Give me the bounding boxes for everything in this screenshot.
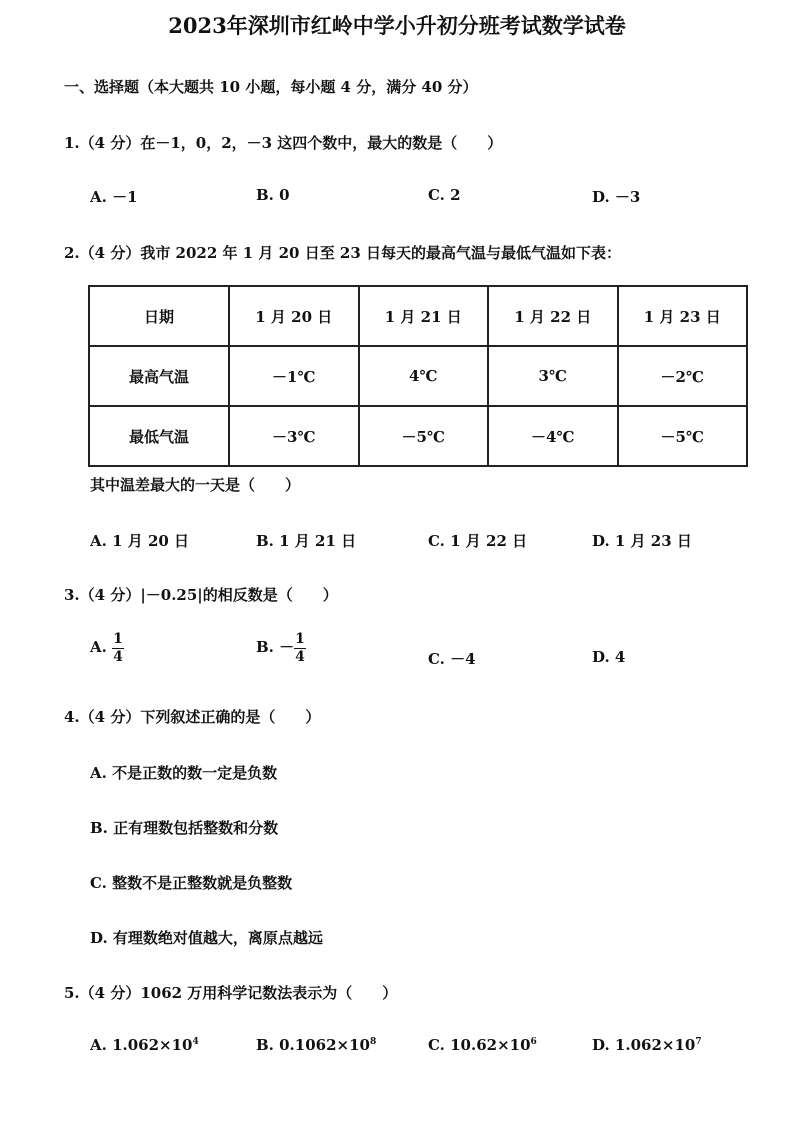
question-3-stem: 3.（4 分）|－0.25|的相反数是（ ） bbox=[64, 586, 338, 604]
q2-option-a: A. 1 月 20 日 bbox=[90, 532, 190, 550]
table-cell: 3℃ bbox=[488, 346, 618, 406]
q1-option-a: A. －1 bbox=[90, 188, 138, 206]
q1-option-b: B. 0 bbox=[256, 186, 290, 204]
q4-option-c: C. 整数不是正整数就是负整数 bbox=[90, 874, 293, 892]
exponent: 8 bbox=[369, 1037, 377, 1047]
temperature-table bbox=[88, 285, 748, 467]
q2-option-b: B. 1 月 21 日 bbox=[256, 532, 357, 550]
option-letter: B. bbox=[256, 638, 274, 657]
question-1-stem: 1.（4 分）在－1，0，2，－3 这四个数中，最大的数是（ ） bbox=[64, 134, 503, 152]
q3-option-a bbox=[90, 632, 124, 664]
table-cell: 日期 bbox=[89, 286, 229, 346]
q4-option-d: D. 有理数绝对值越大，离原点越远 bbox=[90, 929, 323, 947]
table-cell: 最高气温 bbox=[89, 346, 229, 406]
page-title: 2023年深圳市红岭中学小升初分班考试数学试卷 bbox=[168, 13, 626, 38]
q3-option-d: D. 4 bbox=[592, 648, 626, 666]
table-cell: 4℃ bbox=[359, 346, 489, 406]
table-cell: －3℃ bbox=[229, 406, 359, 466]
fraction-denominator: 4 bbox=[113, 648, 123, 665]
option-letter: A. bbox=[90, 638, 107, 657]
table-cell: －4℃ bbox=[488, 406, 618, 466]
fraction bbox=[294, 632, 306, 664]
q2-option-c: C. 1 月 22 日 bbox=[428, 532, 528, 550]
q5-option-c bbox=[428, 1036, 537, 1054]
question-4-stem: 4.（4 分）下列叙述正确的是（ ） bbox=[64, 708, 321, 726]
table-cell: －2℃ bbox=[618, 346, 748, 406]
exponent: 4 bbox=[192, 1037, 199, 1047]
table-cell: 最低气温 bbox=[89, 406, 229, 466]
option-text: B. 0.1062×10 bbox=[256, 1036, 370, 1054]
exponent: 6 bbox=[530, 1037, 537, 1047]
question-5-stem: 5.（4 分）1062 万用科学记数法表示为（ ） bbox=[64, 984, 398, 1002]
table-cell: －5℃ bbox=[359, 406, 489, 466]
table-cell: 1 月 23 日 bbox=[618, 286, 748, 346]
table-header-row bbox=[89, 286, 747, 346]
q1-option-c: C. 2 bbox=[428, 186, 461, 204]
table-cell: －1℃ bbox=[229, 346, 359, 406]
q4-option-a: A. 不是正数的数一定是负数 bbox=[90, 764, 278, 782]
question-2-stem: 2.（4 分）我市 2022 年 1 月 20 日至 23 日每天的最高气温与最低气温如下表： bbox=[64, 244, 622, 262]
q2-option-d: D. 1 月 23 日 bbox=[592, 532, 692, 550]
option-text: A. 1.062×10 bbox=[90, 1036, 193, 1054]
option-text: D. 1.062×10 bbox=[592, 1036, 696, 1054]
q3-option-c: C. －4 bbox=[428, 650, 476, 668]
fraction-numerator: 1 bbox=[295, 631, 305, 647]
fraction-denominator: 4 bbox=[295, 648, 305, 665]
fraction bbox=[112, 632, 124, 664]
fraction-numerator: 1 bbox=[113, 631, 123, 647]
table-cell: 1 月 20 日 bbox=[229, 286, 359, 346]
table-row bbox=[89, 346, 747, 406]
q5-option-b bbox=[256, 1036, 376, 1054]
table-row bbox=[89, 406, 747, 466]
exponent: 7 bbox=[695, 1037, 702, 1047]
section-heading: 一、选择题（本大题共 10 小题，每小题 4 分，满分 40 分） bbox=[64, 78, 478, 96]
question-2-follow-up: 其中温差最大的一天是（ ） bbox=[90, 476, 301, 494]
q1-option-d: D. －3 bbox=[592, 188, 641, 206]
table-cell: －5℃ bbox=[618, 406, 748, 466]
q4-option-b: B. 正有理数包括整数和分数 bbox=[90, 819, 279, 837]
minus-sign: － bbox=[279, 638, 295, 657]
option-text: C. 10.62×10 bbox=[428, 1036, 531, 1054]
table-cell: 1 月 22 日 bbox=[488, 286, 618, 346]
q3-option-b bbox=[256, 632, 306, 664]
q5-option-d bbox=[592, 1036, 702, 1054]
q5-option-a bbox=[90, 1036, 199, 1054]
table-cell: 1 月 21 日 bbox=[359, 286, 489, 346]
